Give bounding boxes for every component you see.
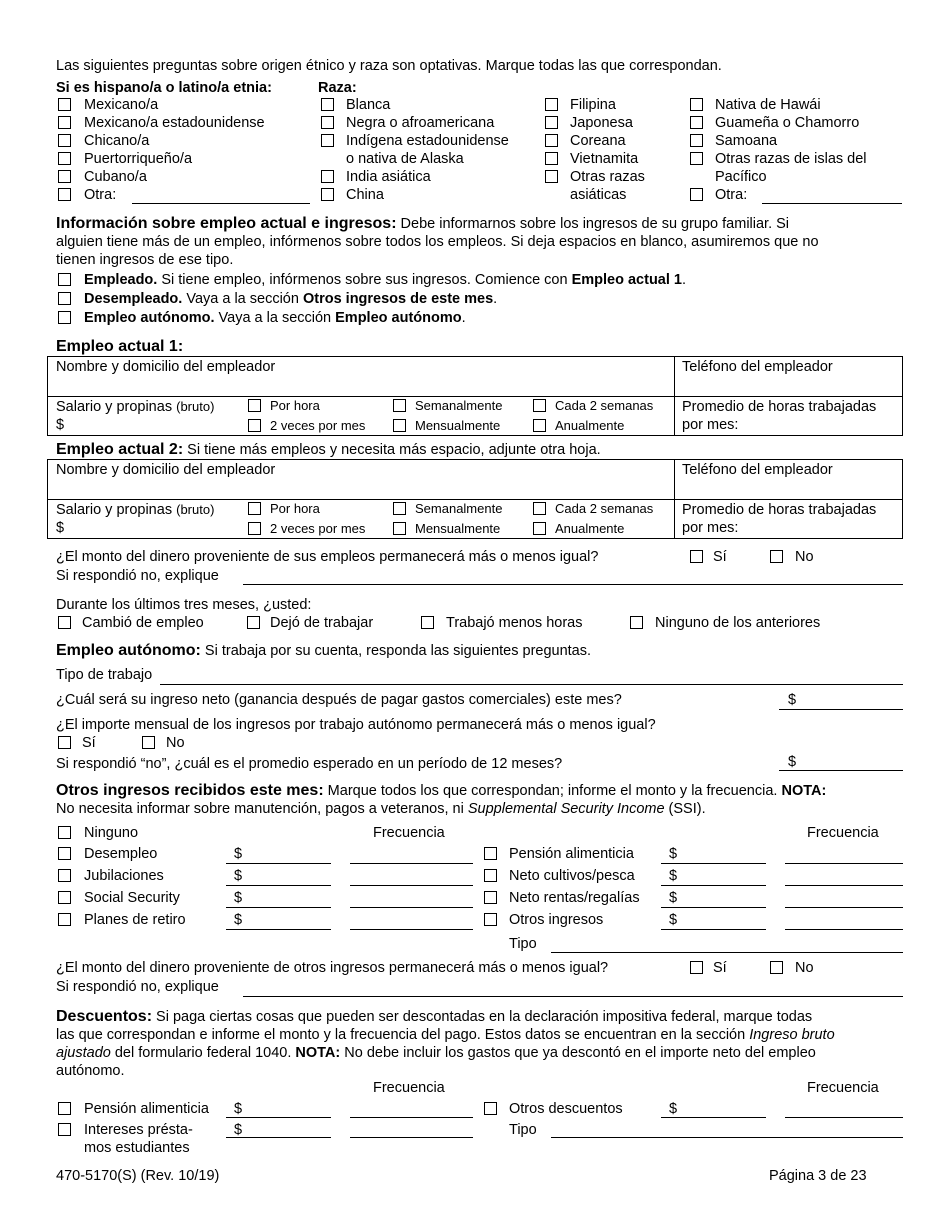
checkbox-empleado[interactable] [58, 273, 71, 286]
net-income-question: ¿Cuál será su ingreso neto (ganancia después de pagar gastos comerciales) este mes? [56, 692, 622, 708]
page-number: Página 3 de 23 [769, 1168, 867, 1184]
checkbox-nativa-hawai[interactable] [690, 98, 703, 111]
frequency-field[interactable] [350, 1137, 473, 1138]
race-label: Filipina [570, 97, 616, 113]
race-label: India asiática [346, 169, 431, 185]
job1-hours-label[interactable]: Promedio de horas trabajadas [682, 399, 877, 415]
checkbox-puertorriqueno[interactable] [58, 152, 71, 165]
job1-employer-label[interactable]: Nombre y domicilio del empleador [56, 359, 276, 375]
explain-label: Si respondió no, explique [56, 979, 219, 995]
tipo-label: Tipo [509, 1122, 537, 1138]
yes-label: Sí [82, 735, 96, 751]
checkbox-cubano[interactable] [58, 170, 71, 183]
last3-label: Dejó de trabajar [270, 615, 374, 631]
amount-field[interactable] [226, 1117, 331, 1118]
form-number: 470-5170(S) (Rev. 10/19) [56, 1168, 220, 1184]
checkbox-chicano[interactable] [58, 134, 71, 147]
yes-label: Sí [713, 960, 727, 976]
intro-text: Las siguientes preguntas sobre origen étnico y raza son optativas. Marque todas las que correspondan. [56, 58, 722, 74]
checkbox-ded-otros[interactable] [484, 1102, 497, 1115]
employment-text: tienen ingresos de ese tipo. [56, 252, 234, 268]
amount-field[interactable] [226, 885, 331, 886]
job1-checkbox-yearly[interactable] [533, 419, 546, 432]
checkbox-fewer-hours[interactable] [421, 616, 434, 629]
amount-field[interactable] [226, 1137, 331, 1138]
checkbox-none-above[interactable] [630, 616, 643, 629]
job2-heading: Empleo actual 2: [56, 441, 184, 458]
other-same-question: ¿El monto del dinero proveniente de otros ingresos permanecerá más o menos igual? [56, 960, 609, 976]
dollar-sign: $ [234, 846, 243, 862]
no-label: No [795, 549, 814, 565]
checkbox-vietnamita[interactable] [545, 152, 558, 165]
frequency-field[interactable] [350, 929, 473, 930]
deduction-label: Pensión alimenticia [84, 1101, 209, 1117]
dollar-sign: $ [234, 1122, 243, 1138]
checkbox-japonesa[interactable] [545, 116, 558, 129]
race-label: Blanca [346, 97, 391, 113]
checkbox-otras-islas[interactable] [690, 152, 703, 165]
checkbox-otras-asiaticas[interactable] [545, 170, 558, 183]
last3-label: Cambió de empleo [82, 615, 204, 631]
checkbox-coreana[interactable] [545, 134, 558, 147]
job1-hours-label: por mes: [682, 417, 739, 433]
checkbox-indigena[interactable] [321, 134, 334, 147]
checkbox-mexicano-estadounidense[interactable] [58, 116, 71, 129]
race-label: Otras razas [570, 169, 645, 185]
job2-phone-label[interactable]: Teléfono del empleador [682, 462, 833, 478]
explain-label: Si respondió no, explique [56, 568, 219, 584]
empleado-label: Empleado. Si tiene empleo, infórmenos sobre sus ingresos. Comience con Empleo actual 1. [84, 272, 687, 288]
amount-field[interactable] [661, 863, 766, 864]
checkbox-otros-ingresos[interactable] [484, 913, 497, 926]
self-employment-title: Empleo autónomo: Si trabaja por su cuenta, responda las siguientes preguntas. [56, 642, 592, 659]
race-label: Pacífico [715, 169, 767, 185]
freq-label: Cada 2 semanas [555, 398, 654, 413]
job2-checkbox-hourly[interactable] [248, 502, 261, 515]
race-label: Otras razas de islas del [715, 151, 867, 167]
ethnicity-label: Puertorriqueño/a [84, 151, 193, 167]
checkbox-neto-rentas[interactable] [484, 891, 497, 904]
dollar-sign: $ [669, 846, 678, 862]
freq-label: Por hora [270, 501, 320, 516]
last3-label: Ninguno de los anteriores [655, 615, 821, 631]
col-divider [674, 459, 675, 539]
checkbox-china[interactable] [321, 188, 334, 201]
desempleado-label: Desempleado. Vaya a la sección Otros ingresos de este mes. [84, 291, 498, 307]
tipo-label: Tipo [509, 936, 537, 952]
ethnicity-other-field[interactable] [132, 203, 310, 204]
amount-field[interactable] [661, 1117, 766, 1118]
race-other-field[interactable] [762, 203, 902, 204]
frequency-field[interactable] [350, 907, 473, 908]
other-same-yes-checkbox[interactable] [690, 961, 703, 974]
race-label: Samoana [715, 133, 778, 149]
deductions-text: ajustado del formulario federal 1040. NOTA: No debe incluir los gastos que ya descontó en el importe neto del empleo [56, 1045, 816, 1061]
deduction-label: mos estudiantes [84, 1140, 190, 1156]
deductions-title: Descuentos: Si paga ciertas cosas que pueden ser descontadas en la declaración impositiva federal, marque todas [56, 1008, 813, 1025]
freq-label: Anualmente [555, 418, 625, 433]
freq-label: 2 veces por mes [270, 418, 366, 433]
work-type-label: Tipo de trabajo [56, 667, 153, 683]
job2-checkbox-biweekly[interactable] [533, 502, 546, 515]
job2-checkbox-monthly[interactable] [393, 522, 406, 535]
deductions-text: las que correspondan e informe el monto y la frecuencia del pago. Estos datos se encuentran en la sección Ingreso bruto [56, 1027, 835, 1043]
employment-intro [56, 215, 789, 233]
dollar-sign: $ [669, 912, 678, 928]
freq-label: Cada 2 semanas [555, 501, 654, 516]
checkbox-ded-student-loans[interactable] [58, 1123, 71, 1136]
income-label: Neto rentas/regalías [509, 890, 640, 906]
self-same-yes-checkbox[interactable] [58, 736, 71, 749]
other-income-note: No necesita informar sobre manutención, pagos a veteranos, ni Supplemental Security Income (SSI). [56, 801, 706, 817]
race-label: Guameña o Chamorro [715, 115, 860, 131]
checkbox-pension-alimenticia[interactable] [484, 847, 497, 860]
self-employment-heading: Empleo autónomo: [56, 642, 201, 659]
checkbox-india-asiatica[interactable] [321, 170, 334, 183]
jobs-explain-field[interactable] [243, 584, 903, 585]
deduction-label: Otros descuentos [509, 1101, 623, 1117]
income-label: Social Security [84, 890, 180, 906]
race-label: Vietnamita [570, 151, 639, 167]
race-label: Negra o afroamericana [346, 115, 495, 131]
jobs-same-no-checkbox[interactable] [770, 550, 783, 563]
race-heading: Raza: [318, 80, 357, 96]
no-label: No [166, 735, 185, 751]
dollar-sign: $ [669, 868, 678, 884]
job2-wage-dollar[interactable]: $ [56, 520, 65, 536]
job1-checkbox-semimonthly[interactable] [248, 419, 261, 432]
checkbox-ded-pension[interactable] [58, 1102, 71, 1115]
dollar-sign: $ [234, 890, 243, 906]
checkbox-autonomo[interactable] [58, 311, 71, 324]
job2-checkbox-weekly[interactable] [393, 502, 406, 515]
race-label: Coreana [570, 133, 626, 149]
freq-label: Mensualmente [415, 521, 501, 536]
amount-field[interactable] [226, 863, 331, 864]
job1-wage-label: Salario y propinas (bruto) [56, 399, 215, 415]
frequency-header: Frecuencia [807, 1080, 879, 1096]
avg-12-field[interactable] [779, 770, 903, 771]
race-label: o nativa de Alaska [346, 151, 464, 167]
no-label: No [795, 960, 814, 976]
freq-label: Semanalmente [415, 501, 503, 516]
job2-wage-label: Salario y propinas (bruto) [56, 502, 215, 518]
dollar-sign: $ [234, 1101, 243, 1117]
tipo-field[interactable] [551, 952, 903, 953]
self-same-no-checkbox[interactable] [142, 736, 155, 749]
employment-text: alguien tiene más de un empleo, infórmenos sobre todos los empleos. Si deja espacios en blanco, asumiremos que no [56, 234, 819, 250]
job1-checkbox-monthly[interactable] [393, 419, 406, 432]
income-label: Jubilaciones [84, 868, 164, 884]
ethnicity-heading: Si es hispano/a o latino/a etnia: [56, 80, 272, 96]
ethnicity-label: Mexicano/a [84, 97, 159, 113]
ethnicity-label: Mexicano/a estadounidense [84, 115, 265, 131]
checkbox-blanca[interactable] [321, 98, 334, 111]
income-label: Pensión alimenticia [509, 846, 634, 862]
ethnicity-label: Cubano/a [84, 169, 147, 185]
employment-heading: Información sobre empleo actual e ingresos: [56, 215, 397, 232]
amount-field[interactable] [226, 929, 331, 930]
checkbox-neto-cultivos[interactable] [484, 869, 497, 882]
checkbox-guamena[interactable] [690, 116, 703, 129]
race-label: asiáticas [570, 187, 627, 203]
dollar-sign: $ [788, 692, 797, 708]
job2-hours-label[interactable]: Promedio de horas trabajadas [682, 502, 877, 518]
deductions-text: autónomo. [56, 1063, 125, 1079]
amount-field[interactable] [661, 907, 766, 908]
income-label: Neto cultivos/pesca [509, 868, 635, 884]
checkbox-social-security[interactable] [58, 891, 71, 904]
checkbox-changed-job[interactable] [58, 616, 71, 629]
other-income-title: Otros ingresos recibidos este mes: Marque todos los que correspondan; informe el monto y la frecuencia. NOTA: [56, 782, 827, 799]
checkbox-ninguno[interactable] [58, 826, 71, 839]
dollar-sign: $ [788, 754, 797, 770]
job1-checkbox-biweekly[interactable] [533, 399, 546, 412]
frequency-field[interactable] [785, 1117, 903, 1118]
frequency-field[interactable] [785, 863, 903, 864]
self-same-question: ¿El importe mensual de los ingresos por trabajo autónomo permanecerá más o menos igual? [56, 717, 656, 733]
frequency-field[interactable] [785, 885, 903, 886]
freq-label: Por hora [270, 398, 320, 413]
race-label: China [346, 187, 384, 203]
job2-employer-label[interactable]: Nombre y domicilio del empleador [56, 462, 276, 478]
checkbox-jubilaciones[interactable] [58, 869, 71, 882]
frequency-field[interactable] [350, 863, 473, 864]
job2-checkbox-yearly[interactable] [533, 522, 546, 535]
frequency-field[interactable] [785, 929, 903, 930]
job2-title: Empleo actual 2: Si tiene más empleos y necesita más espacio, adjunte otra hoja. [56, 441, 601, 458]
job1-checkbox-weekly[interactable] [393, 399, 406, 412]
ninguno-label: Ninguno [84, 825, 139, 841]
avg-12-question: Si respondió “no”, ¿cuál es el promedio esperado en un período de 12 meses? [56, 756, 563, 772]
dollar-sign: $ [234, 912, 243, 928]
checkbox-mexicano[interactable] [58, 98, 71, 111]
dollar-sign: $ [669, 890, 678, 906]
checkbox-quit-job[interactable] [247, 616, 260, 629]
other-same-no-checkbox[interactable] [770, 961, 783, 974]
checkbox-samoana[interactable] [690, 134, 703, 147]
frequency-field[interactable] [350, 885, 473, 886]
race-label: Nativa de Hawái [715, 97, 821, 113]
job1-heading: Empleo actual 1: [56, 338, 184, 355]
last3-label: Trabajó menos horas [446, 615, 583, 631]
checkbox-ethnicity-other[interactable] [58, 188, 71, 201]
frequency-header: Frecuencia [373, 1080, 445, 1096]
jobs-same-yes-checkbox[interactable] [690, 550, 703, 563]
ethnicity-label: Otra: [84, 187, 117, 203]
freq-label: 2 veces por mes [270, 521, 366, 536]
yes-label: Sí [713, 549, 727, 565]
freq-label: Semanalmente [415, 398, 503, 413]
freq-label: Mensualmente [415, 418, 501, 433]
checkbox-negra[interactable] [321, 116, 334, 129]
checkbox-desempleado[interactable] [58, 292, 71, 305]
race-label: Indígena estadounidense [346, 133, 509, 149]
frequency-header: Frecuencia [807, 825, 879, 841]
job1-wage-dollar[interactable]: $ [56, 417, 65, 433]
tipo-field[interactable] [551, 1137, 903, 1138]
dollar-sign: $ [669, 1101, 678, 1117]
job1-checkbox-hourly[interactable] [248, 399, 261, 412]
deductions-heading: Descuentos: [56, 1008, 153, 1025]
frequency-field[interactable] [785, 907, 903, 908]
income-label: Desempleo [84, 846, 158, 862]
job1-phone-label[interactable]: Teléfono del empleador [682, 359, 833, 375]
checkbox-planes-retiro[interactable] [58, 913, 71, 926]
checkbox-race-other[interactable] [690, 188, 703, 201]
income-label: Planes de retiro [84, 912, 186, 928]
frequency-field[interactable] [350, 1117, 473, 1118]
job2-hours-label: por mes: [682, 520, 739, 536]
race-label: Japonesa [570, 115, 633, 131]
other-income-heading: Otros ingresos recibidos este mes: [56, 782, 324, 799]
deduction-label: Intereses présta- [84, 1122, 193, 1138]
frequency-header: Frecuencia [373, 825, 445, 841]
race-label: Otra: [715, 187, 748, 203]
amount-field[interactable] [661, 929, 766, 930]
autonomo-label: Empleo autónomo. Vaya a la sección Empleo autónomo. [84, 310, 466, 326]
other-explain-field[interactable] [243, 996, 903, 997]
income-label: Otros ingresos [509, 912, 604, 928]
employment-text: Debe informarnos sobre los ingresos de su grupo familiar. Si [396, 216, 790, 232]
amount-field[interactable] [661, 885, 766, 886]
freq-label: Anualmente [555, 521, 625, 536]
job2-checkbox-semimonthly[interactable] [248, 522, 261, 535]
last3-question: Durante los últimos tres meses, ¿usted: [56, 597, 312, 613]
checkbox-desempleo[interactable] [58, 847, 71, 860]
dollar-sign: $ [234, 868, 243, 884]
ethnicity-label: Chicano/a [84, 133, 150, 149]
amount-field[interactable] [226, 907, 331, 908]
work-type-field[interactable] [160, 684, 903, 685]
col-divider [674, 356, 675, 436]
checkbox-filipina[interactable] [545, 98, 558, 111]
net-income-field[interactable] [779, 709, 903, 710]
jobs-same-question: ¿El monto del dinero proveniente de sus empleos permanecerá más o menos igual? [56, 549, 599, 565]
